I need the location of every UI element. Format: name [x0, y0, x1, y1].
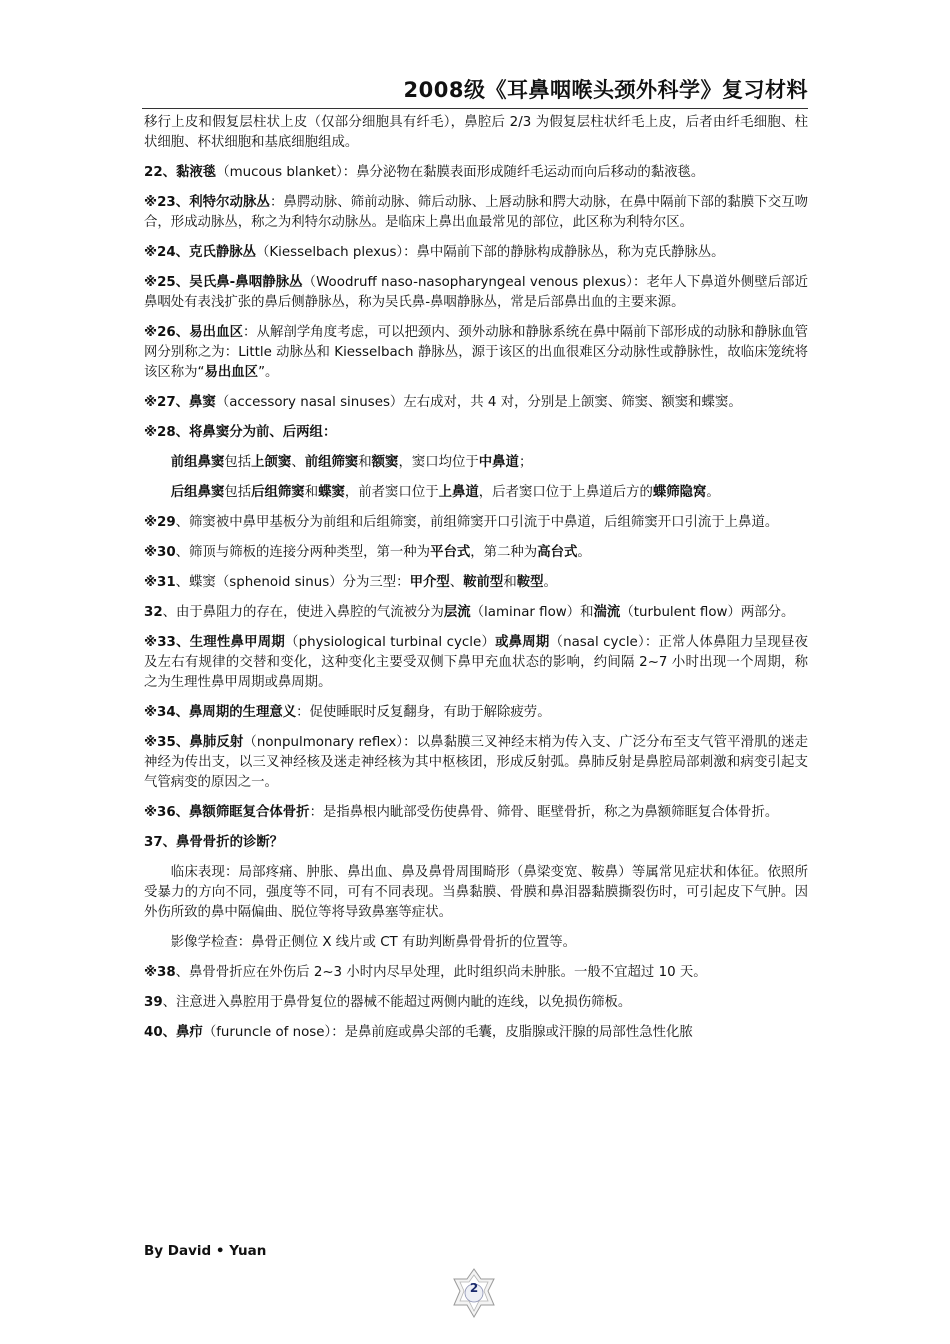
bold-text: 蝶筛隐窝	[652, 485, 707, 500]
bold-text: 额窦	[371, 455, 399, 470]
paragraph	[144, 933, 808, 953]
paragraph	[144, 163, 808, 183]
text-run: ：是指鼻根内眦部受伤使鼻骨、筛骨、眶壁骨折，称之为鼻额筛眶复合体骨折。	[309, 805, 779, 820]
paragraph	[144, 273, 808, 313]
text-run: 和	[503, 575, 517, 590]
paragraph	[144, 803, 808, 823]
bold-text: 层流	[443, 605, 471, 620]
paragraph	[144, 573, 808, 593]
paragraph	[144, 513, 808, 533]
paragraph	[144, 603, 808, 623]
text-run: 移行上皮和假复层柱状上皮（仅部分细胞具有纤毛），鼻腔后 2/3 为假复层柱状纤毛上皮，后者由纤毛细胞、柱状细胞、杯状细胞和基底细胞组成。	[144, 115, 808, 150]
text-run: ”。	[258, 365, 279, 380]
bold-text: 中鼻道	[478, 455, 519, 470]
page-title: 2008级《耳鼻咽喉头颈外科学》复习材料	[403, 78, 808, 102]
bold-text: 上鼻道	[438, 485, 479, 500]
paragraph	[144, 323, 808, 383]
page-number: 2	[469, 1281, 479, 1295]
bold-text: ※23、利特尔动脉丛	[144, 195, 270, 210]
bold-text: 后组筛窦	[251, 485, 305, 500]
bold-text: 22、黏液毯	[144, 165, 217, 180]
bold-text: ※29	[144, 515, 176, 530]
text-run: 影像学检查：鼻骨正侧位 X 线片或 CT 有助判断鼻骨骨折的位置等。	[170, 935, 577, 950]
text-run: （physiological turbinal cycle）	[284, 635, 496, 650]
paragraph	[144, 863, 808, 923]
text-run: 、蝶窦（sphenoid sinus）分为三型：	[175, 575, 410, 590]
paragraph	[144, 993, 808, 1013]
bold-text: 鞍前型	[463, 575, 504, 590]
bold-text: ※33、生理性鼻甲周期	[144, 635, 285, 650]
bold-text: ※31	[144, 575, 176, 590]
bold-text: 或鼻周期	[495, 635, 550, 650]
text-run: ，前者窦口位于	[344, 485, 439, 500]
paragraph	[144, 703, 808, 723]
bold-text: 32	[144, 605, 163, 620]
bold-text: 40、鼻疖	[144, 1025, 203, 1040]
text-run: 。	[577, 545, 591, 560]
text-run: ：鼻腭动脉、筛前动脉、筛后动脉、上唇动脉和腭大动脉，在鼻中隔前下部的黏膜下交互吻合，形成动脉丛，称之为利特尔动脉丛。是临床上鼻出血最常见的部位，此区称为利特尔区。	[144, 195, 808, 230]
text-run: 、	[449, 575, 464, 590]
paragraph	[144, 733, 808, 793]
bold-text: 37、鼻骨骨折的诊断？	[144, 835, 284, 850]
bold-text: 甲介型	[409, 575, 450, 590]
paragraph	[144, 963, 808, 983]
bold-text: 平台式	[430, 545, 471, 560]
bold-text: 湍流	[593, 605, 621, 620]
text-run: ，窦口均位于	[398, 455, 479, 470]
text-run: 。	[543, 575, 557, 590]
text-run: ，后者窦口位于上鼻道后方的	[478, 485, 653, 500]
text-run: 包括	[224, 455, 252, 470]
text-run: ，第二种为	[470, 545, 538, 560]
text-run: 、由于鼻阻力的存在，使进入鼻腔的气流被分为	[162, 605, 444, 620]
bold-text: 上颌窦	[251, 455, 292, 470]
text-run: ：促使睡眠时反复翻身，有助于解除疲劳。	[296, 705, 551, 720]
bold-text: ※25、吴氏鼻-鼻咽静脉丛	[144, 275, 303, 290]
paragraph	[144, 453, 808, 473]
text-run: （accessory nasal sinuses）左右成对，共 4 对，分别是上颌窦、筛窦、额窦和蝶窦。	[215, 395, 742, 410]
header-divider	[142, 108, 808, 109]
bold-text: ※27、鼻窦	[144, 395, 216, 410]
paragraph	[144, 1023, 808, 1043]
text-run: 、鼻骨骨折应在外伤后 2~3 小时内尽早处理，此时组织尚未肿胀。一般不宜超过 10 天。	[175, 965, 707, 980]
bold-text: ※38	[144, 965, 176, 980]
paragraph	[144, 193, 808, 233]
text-run: （nasal cycle）：正常人体鼻阻力呈现昼夜及左右有规律的交替和变化，这种变化主要受双侧下鼻甲充血状态的影响，约间隔 2~7 小时出现一个周期，称之为生理性鼻甲周期或鼻周期。	[144, 635, 809, 690]
bold-text: 易出血区	[204, 365, 259, 380]
text-run: 。	[706, 485, 720, 500]
bold-text: 前组筛窦	[304, 455, 359, 470]
bold-text: 高台式	[537, 545, 578, 560]
paragraph	[144, 633, 808, 693]
bold-text: 鞍型	[516, 575, 544, 590]
paragraph	[144, 483, 808, 503]
text-run: （mucous blanket）：鼻分泌物在黏膜表面形成随纤毛运动而向后移动的黏液毯。	[216, 165, 705, 180]
document-body	[144, 113, 808, 1053]
paragraph	[144, 423, 808, 443]
footer-author: By David • Yuan	[144, 1243, 267, 1259]
bold-text: 后组鼻窦	[170, 485, 225, 500]
text-run: 、筛窦被中鼻甲基板分为前组和后组筛窦，前组筛窦开口引流于中鼻道，后组筛窦开口引流于上鼻道。	[175, 515, 779, 530]
text-run: （turbulent flow）两部分。	[620, 605, 795, 620]
text-run: （nonpulmonary reflex）：以鼻黏膜三叉神经末梢为传入支、广泛分布至支气管平滑肌的迷走神经为传出支，以三叉神经核及迷走神经核为其中枢核团，形成反射弧。鼻肺反射是鼻腔局部刺激和病变引起支气管病变的原因之一。	[144, 735, 808, 790]
text-run: （furuncle of nose）：是鼻前庭或鼻尖部的毛囊，皮脂腺或汗腺的局部性急性化脓	[202, 1025, 693, 1040]
text-run: 临床表现：局部疼痛、肿胀、鼻出血、鼻及鼻骨周围畸形（鼻梁变宽、鞍鼻）等属常见症状和体征。依照所受暴力的方向不同，强度等不同，可有不同表现。当鼻黏膜、骨膜和鼻泪器黏膜撕裂伤时，可引起皮下气肿。因外伤所致的鼻中隔偏曲、脱位等将导致鼻塞等症状。	[144, 865, 808, 920]
bold-text: ※28、将鼻窦分为前、后两组：	[144, 425, 337, 440]
bold-text: ※36、鼻额筛眶复合体骨折	[144, 805, 310, 820]
bold-text: 前组鼻窦	[170, 455, 225, 470]
text-run: 和	[304, 485, 319, 500]
text-run: （laminar flow）和	[470, 605, 594, 620]
paragraph	[144, 393, 808, 413]
text-run: 、注意进入鼻腔用于鼻骨复位的器械不能超过两侧内眦的连线，以免损伤筛板。	[162, 995, 632, 1010]
bold-text: 蝶窦	[318, 485, 345, 500]
text-run: （Kiesselbach plexus）：鼻中隔前下部的静脉构成静脉丛，称为克氏静脉丛。	[256, 245, 725, 260]
text-run: 、筛顶与筛板的连接分两种类型，第一种为	[175, 545, 431, 560]
bold-text: ※35、鼻肺反射	[144, 735, 244, 750]
text-run: 包括	[224, 485, 252, 500]
paragraph	[144, 243, 808, 263]
paragraph	[144, 543, 808, 563]
text-run: 和	[358, 455, 372, 470]
text-run: ：从解剖学角度考虑，可以把颈内、颈外动脉和静脉系统在鼻中隔前下部形成的动脉和静脉血管网分别称之为：Little 动脉丛和 Kiesselbach 静脉丛，源于该区的出血很难区分动脉性或静脉性，故临床笼统将该区称为“	[144, 325, 808, 380]
bold-text: ※26、易出血区	[144, 325, 244, 340]
bold-text: ※24、克氏静脉丛	[144, 245, 256, 260]
bold-text: ※34、鼻周期的生理意义	[144, 705, 297, 720]
text-run: 、	[291, 455, 305, 470]
bold-text: 39	[144, 995, 163, 1010]
paragraph	[144, 113, 808, 153]
bold-text: ※30	[144, 545, 176, 560]
paragraph	[144, 833, 808, 853]
text-run: （Woodruff naso-nasopharyngeal venous plexus）：老年人下鼻道外侧壁后部近鼻咽处有表浅扩张的鼻后侧静脉丛，称为吴氏鼻-鼻咽静脉丛，常是后部鼻出血的主要来源。	[144, 275, 808, 310]
text-run: ；	[518, 455, 533, 470]
